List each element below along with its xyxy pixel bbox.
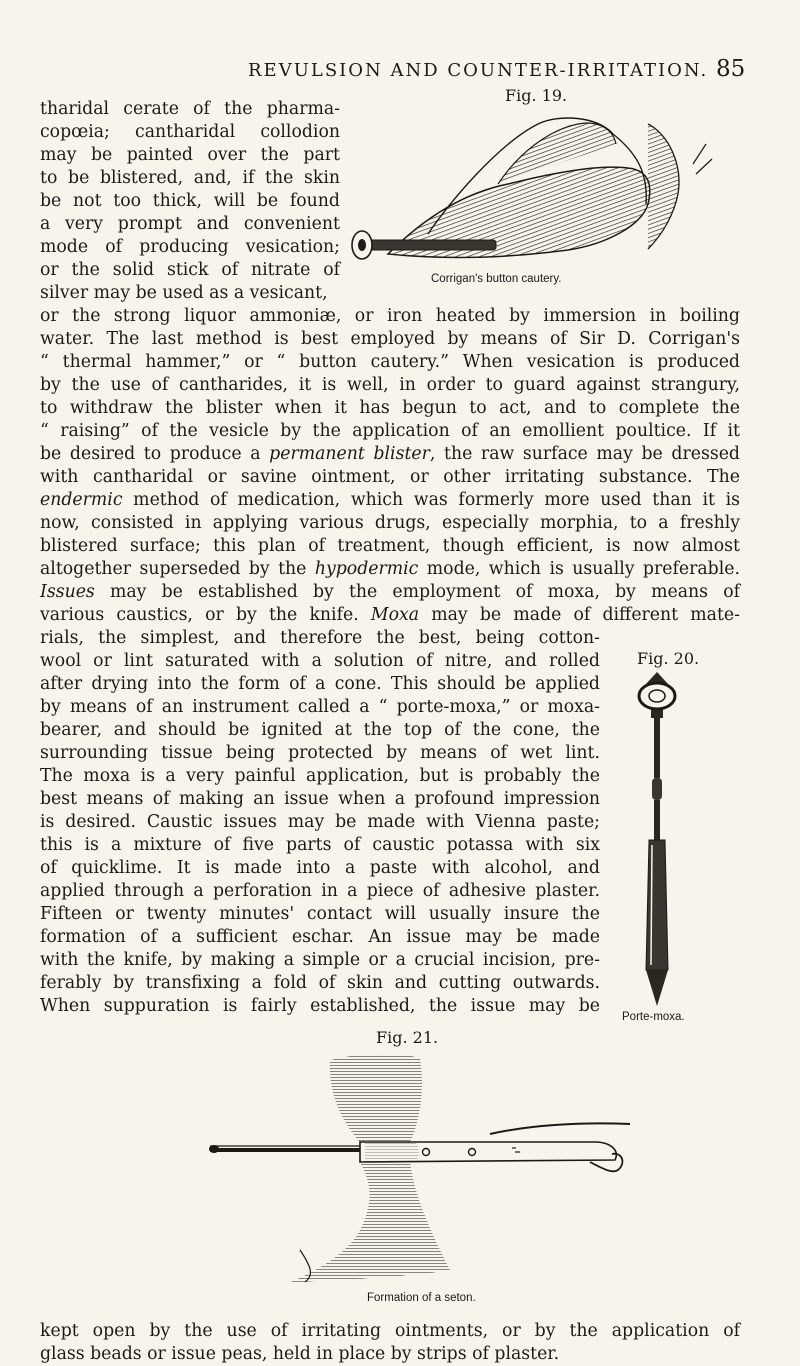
text-line: now, consisted in applying various drugs, especially morphia, to a freshly xyxy=(40,513,740,533)
text-line: best means of making an issue when a profound impression xyxy=(40,789,600,809)
running-title: REVULSION AND COUNTER-IRRITATION. xyxy=(248,60,709,81)
text-line: mode of producing vesication; xyxy=(40,237,340,257)
fig20-label: Fig. 20. xyxy=(637,649,700,668)
text-line: may be painted over the part xyxy=(40,145,340,165)
text-line: “ raising” of the vesicle by the application of an emollient poultice. If it xyxy=(40,421,740,441)
text-line: “ thermal hammer,” or “ button cautery.” When vesication is produced xyxy=(40,352,740,372)
text-line: kept open by the use of irritating ointments, or by the application of xyxy=(40,1321,740,1341)
text-line: ferably by transfixing a fold of skin and cutting outwards. xyxy=(40,973,600,993)
text-line: by means of an instrument called a “ porte-moxa,” or moxa- xyxy=(40,697,600,717)
text-line: endermic method of medication, which was formerly more used than it is xyxy=(40,490,740,510)
text-line: various caustics, or by the knife. Moxa may be made of different mate- xyxy=(40,605,740,625)
text-line: formation of a sufficient eschar. An issue may be made xyxy=(40,927,600,947)
text-line: is desired. Caustic issues may be made with Vienna paste; xyxy=(40,812,600,832)
text-line: blistered surface; this plan of treatment, though efficient, is now almost xyxy=(40,536,740,556)
fig20-porte-moxa-illustration xyxy=(632,670,682,1012)
fig20-caption: Porte-moxa. xyxy=(622,1011,685,1023)
text-line: be desired to produce a permanent blister, the raw surface may be dressed xyxy=(40,444,740,464)
text-line: The moxa is a very painful application, but is probably the xyxy=(40,766,600,786)
text-line: bearer, and should be ignited at the top of the cone, the xyxy=(40,720,600,740)
fig19-cautery-illustration xyxy=(348,104,718,270)
text-line: silver may be used as a vesicant, xyxy=(40,283,328,303)
text-line: to be blistered, and, if the skin xyxy=(40,168,340,188)
text-line: by the use of cantharides, it is well, in order to guard against strangury, xyxy=(40,375,740,395)
text-line: water. The last method is best employed by means of Sir D. Corrigan's xyxy=(40,329,740,349)
text-line: When suppuration is fairly established, the issue may be xyxy=(40,996,600,1016)
text-line: rials, the simplest, and therefore the best, being cotton- xyxy=(40,628,600,648)
text-line: with cantharidal or savine ointment, or other irritating substance. The xyxy=(40,467,740,487)
text-line: a very prompt and convenient xyxy=(40,214,340,234)
running-head xyxy=(0,56,800,86)
text-line: surrounding tissue being protected by means of wet lint. xyxy=(40,743,600,763)
text-line: to withdraw the blister when it has begun to act, and to complete the xyxy=(40,398,740,418)
text-line: copœia; cantharidal collodion xyxy=(40,122,340,142)
fig19-label: Fig. 19. xyxy=(505,86,568,105)
fig21-label: Fig. 21. xyxy=(376,1028,439,1047)
text-line: altogether superseded by the hypodermic mode, which is usually preferable. xyxy=(40,559,740,579)
text-line: with the knife, by making a simple or a crucial incision, pre- xyxy=(40,950,600,970)
text-line: wool or lint saturated with a solution of nitre, and rolled xyxy=(40,651,600,671)
text-line: be not too thick, will be found xyxy=(40,191,340,211)
fig19-caption: Corrigan's button cautery. xyxy=(431,273,562,285)
fig21-caption: Formation of a seton. xyxy=(367,1292,476,1304)
text-line: glass beads or issue peas, held in place by strips of plaster. xyxy=(40,1344,560,1364)
page-number: 85 xyxy=(716,56,746,82)
text-line: this is a mixture of five parts of caustic potassa with six xyxy=(40,835,600,855)
text-line: or the strong liquor ammoniæ, or iron heated by immersion in boiling xyxy=(40,306,740,326)
text-line: or the solid stick of nitrate of xyxy=(40,260,340,280)
text-line: Fifteen or twenty minutes' contact will usually insure the xyxy=(40,904,600,924)
text-line: Issues may be established by the employment of moxa, by means of xyxy=(40,582,740,602)
text-line: tharidal cerate of the pharma- xyxy=(40,99,340,119)
text-line: after drying into the form of a cone. This should be applied xyxy=(40,674,600,694)
text-line: applied through a perforation in a piece of adhesive plaster. xyxy=(40,881,600,901)
text-line: of quicklime. It is made into a paste with alcohol, and xyxy=(40,858,600,878)
fig21-seton-illustration xyxy=(210,1050,650,1290)
